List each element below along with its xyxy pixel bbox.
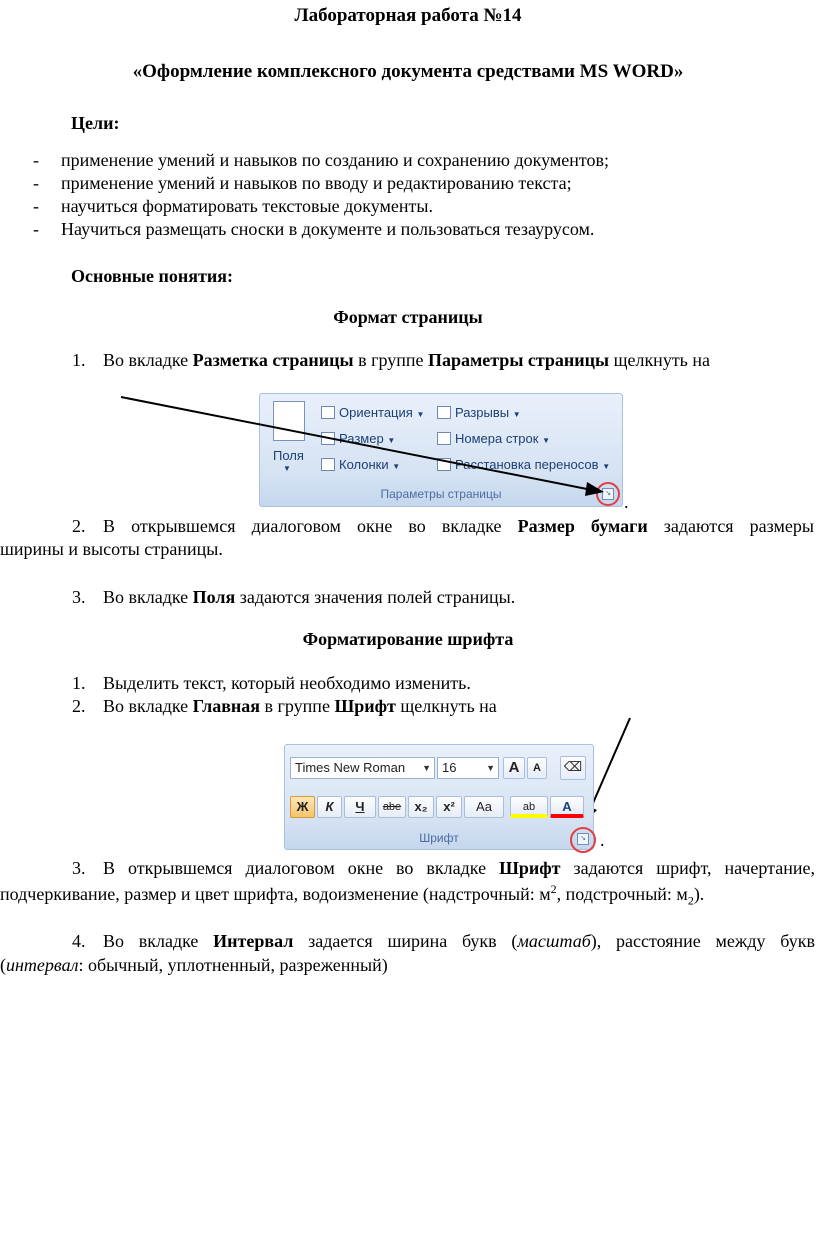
text-run: , подстрочный: м: [556, 884, 688, 904]
chevron-down-icon: ▼: [542, 436, 551, 445]
margins-button[interactable]: Поля: [273, 448, 304, 463]
text-run: Шрифт: [334, 696, 396, 716]
dash-marker: -: [33, 196, 39, 216]
chevron-down-icon: ▼: [422, 763, 431, 773]
font-ribbon-image: [284, 744, 594, 850]
group-label: Параметры страницы: [380, 487, 502, 501]
instruction-continuation: [0, 882, 704, 909]
font-format-heading: Форматирование шрифта: [302, 629, 514, 649]
item-number: 1.: [72, 673, 86, 693]
text-run: Интервал: [213, 931, 294, 951]
trailing-dot: .: [600, 830, 605, 850]
font-size-value: 16: [442, 760, 457, 775]
size-label: Размер: [339, 431, 384, 446]
arrowhead-icon: [585, 482, 604, 496]
shrink-font-button[interactable]: A: [527, 757, 547, 779]
instruction-line: [103, 858, 815, 879]
change-case-button[interactable]: Aa: [464, 796, 504, 818]
text-run: Во вкладке: [103, 696, 193, 716]
strikethrough-button[interactable]: abe: [378, 796, 406, 818]
text-run: Шрифт: [499, 858, 561, 878]
breaks-label: Разрывы: [455, 405, 510, 420]
text-run: Параметры страницы: [427, 350, 610, 370]
text-run: задаются значения полей страницы.: [235, 587, 516, 607]
document-subtitle: «Оформление комплексного документа средствами MS WORD»: [132, 61, 684, 82]
item-number: 1.: [72, 350, 86, 370]
text-run: щелкнуть на: [609, 350, 711, 370]
font-name-combo[interactable]: [290, 757, 435, 779]
superscript-button[interactable]: x²: [436, 796, 462, 818]
bold-button[interactable]: Ж: [290, 796, 315, 818]
goals-heading: Цели:: [71, 113, 120, 133]
item-number: 4.: [72, 931, 86, 951]
chevron-down-icon: ▼: [602, 462, 611, 471]
pointer-arrow-line: [121, 397, 592, 490]
dash-marker: -: [33, 219, 39, 239]
dash-marker: -: [33, 150, 39, 170]
dialog-launcher-icon[interactable]: ↘: [602, 488, 614, 500]
line-numbers-label: Номера строк: [455, 431, 539, 446]
underline-button[interactable]: Ч: [344, 796, 376, 818]
superscript-sample: 2: [550, 882, 557, 896]
dash-marker: -: [33, 173, 39, 193]
text-run: в группе: [260, 696, 335, 716]
text-run: В открывшемся диалоговом окне во вкладке: [103, 858, 500, 878]
text-run: щелкнуть на: [395, 696, 497, 716]
dialog-launcher-icon[interactable]: ↘: [577, 833, 589, 845]
list-item: применение умений и навыков по созданию и сохранению документов;: [61, 150, 610, 170]
text-run: Главная: [192, 696, 261, 716]
text-run: масштаб: [517, 931, 591, 951]
columns-label: Колонки: [339, 457, 389, 472]
font-size-combo[interactable]: [437, 757, 499, 779]
text-run: (: [0, 955, 6, 975]
trailing-dot: .: [624, 492, 629, 512]
highlight-color-button[interactable]: ab: [510, 796, 548, 818]
clear-formatting-icon[interactable]: ⌫: [560, 756, 586, 780]
instruction-line: Выделить текст, который необходимо изменить.: [103, 673, 471, 693]
list-item: научиться форматировать текстовые документы.: [61, 196, 434, 216]
group-label: Шрифт: [419, 831, 459, 845]
orientation-label: Ориентация: [339, 405, 413, 420]
subscript-sample: 2: [687, 893, 694, 908]
text-run: ).: [693, 884, 705, 904]
italic-button[interactable]: К: [317, 796, 342, 818]
chevron-down-icon: ▼: [392, 462, 401, 471]
text-run: ), расстояние между букв: [590, 931, 815, 951]
text-run: интервал: [6, 955, 79, 975]
text-run: Размер бумаги: [517, 516, 648, 536]
text-run: задается ширина букв (: [293, 931, 518, 951]
item-number: 3.: [72, 587, 86, 607]
text-run: Разметка страницы: [192, 350, 354, 370]
text-run: Во вкладке: [103, 931, 214, 951]
instruction-line: [103, 696, 497, 717]
document-title: Лабораторная работа №14: [294, 5, 522, 26]
chevron-down-icon: ▼: [416, 410, 425, 419]
concepts-heading: Основные понятия:: [71, 266, 233, 286]
text-run: подчеркивание, размер и цвет шрифта, водоизменение (надстрочный: м: [0, 884, 551, 904]
highlight-ring: [570, 827, 596, 853]
chevron-down-icon: ▼: [486, 763, 495, 773]
font-name-value: Times New Roman: [295, 760, 406, 775]
instruction-line: [103, 931, 815, 952]
instruction-continuation: [0, 955, 388, 976]
pointer-arrow-line: [590, 718, 630, 810]
item-number: 2.: [72, 516, 86, 536]
list-item: Научиться размещать сноски в документе и пользоваться тезаурусом.: [61, 219, 595, 239]
list-item: применение умений и навыков по вводу и редактированию текста;: [61, 173, 572, 193]
chevron-down-icon: ▼: [283, 464, 291, 473]
text-run: В открывшемся диалоговом окне во вкладке: [103, 516, 518, 536]
subscript-button[interactable]: x₂: [408, 796, 434, 818]
text-run: в группе: [353, 350, 428, 370]
text-run: Во вкладке: [103, 587, 193, 607]
hyphenation-label: Расстановка переносов: [455, 457, 599, 472]
text-run: : обычный, уплотненный, разреженный): [78, 955, 388, 975]
grow-font-button[interactable]: A: [503, 757, 525, 779]
instruction-continuation: ширины и высоты страницы.: [0, 539, 223, 559]
instruction-line: [103, 516, 814, 537]
item-number: 2.: [72, 696, 86, 716]
text-run: задаются размеры: [647, 516, 814, 536]
font-color-button[interactable]: A: [550, 796, 584, 818]
item-number: 3.: [72, 858, 86, 878]
instruction-line: [103, 587, 515, 608]
chevron-down-icon: ▼: [387, 436, 396, 445]
chevron-down-icon: ▼: [512, 410, 521, 419]
text-run: задаются шрифт, начертание,: [560, 858, 815, 878]
text-run: Поля: [192, 587, 236, 607]
page-format-heading: Формат страницы: [333, 307, 483, 327]
text-run: Во вкладке: [103, 350, 193, 370]
